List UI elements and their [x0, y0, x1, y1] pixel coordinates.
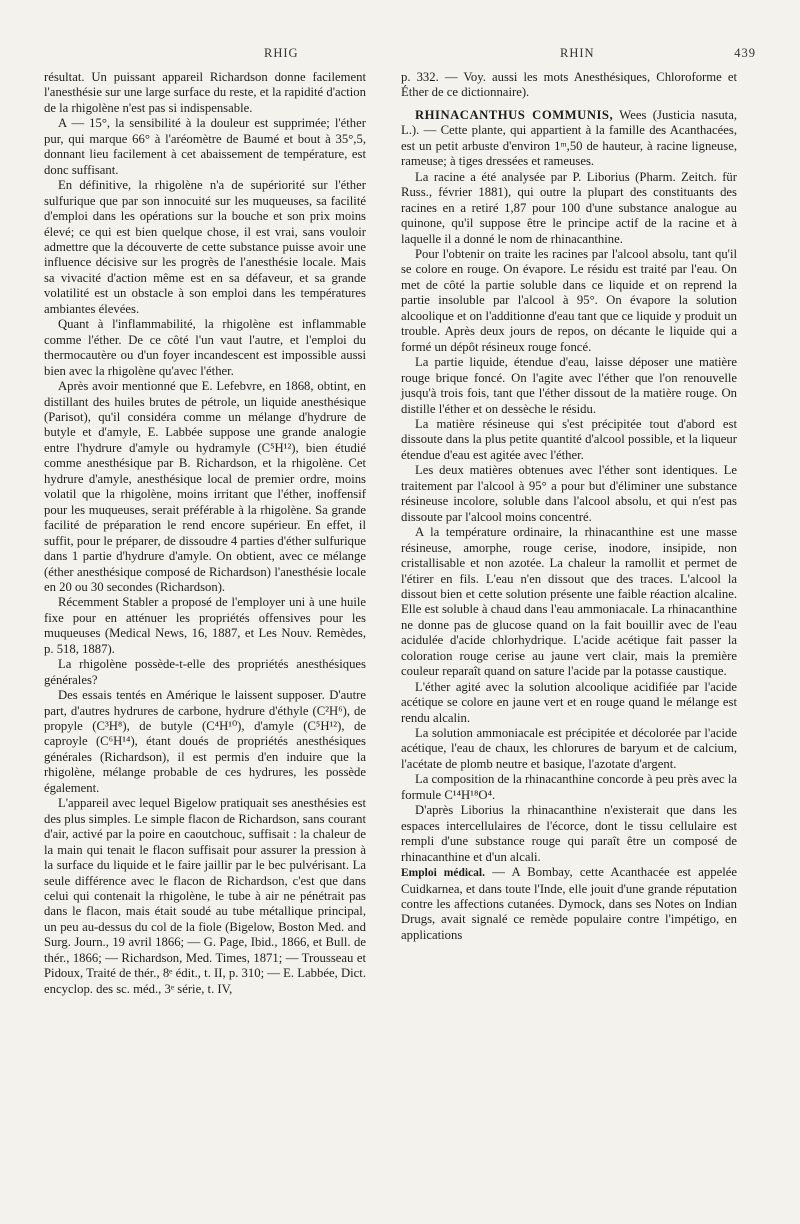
paragraph: La rhigolène possède-t-elle des propriétés anesthésiques générales?	[44, 657, 366, 687]
entry-definition: Wees (Justicia nasuta, L.). — Cette plante, qui appartient à la famille des Acanthacées, est un petit arbuste d'environ 1ᵐ,50 de hauteur, à racine ligneuse, rameuse; à tiges dressées et rameuses.	[401, 107, 737, 169]
emploi-text: — A Bombay, cette Acanthacée est appelée Cuidkarnea, et dans toute l'Inde, elle jouit d'une grande réputation contre les affections cutanées. Dymock, dans ses Notes on Indian Drugs, avait signalé ce remède populaire contre l'impétigo, en applications	[401, 865, 737, 942]
paragraph: La matière résineuse qui s'est précipitée tout d'abord est dissoute dans la plus petite quantité d'alcool possible, et la liqueur étendue d'eau est agitée avec l'éther.	[401, 416, 737, 462]
entry-paragraph	[401, 108, 737, 170]
paragraph: Quant à l'inflammabilité, la rhigolène est inflammable comme l'éther. De ce côté l'un vaut l'autre, et l'emploi du thermocautère ou d'un foyer incandescent est impossible aussi bien avec la rhigolène qu'avec l'éther.	[44, 317, 366, 378]
paragraph: Pour l'obtenir on traite les racines par l'alcool absolu, tant qu'il se colore en rouge. On évapore. Le résidu est traité par l'eau. On met de côté la partie soluble dans ce liquide et on reprend la partie insoluble par l'alcool à 95°. On évapore la solution alcoolique et on l'additionne d'eau tant que ce liquide y produit un trouble. Après deux jours de repos, on décante le liquide qui a formé un dépôt résineux rouge foncé.	[401, 246, 737, 354]
running-head-left: RHIG	[264, 46, 299, 60]
emploi-paragraph	[401, 865, 737, 943]
paragraph: Récemment Stabler a proposé de l'employer uni à une huile fixe pour en atténuer les propriétés offensives pour les muqueuses (Medical News, 16, 1887, et Les Nouv. Remèdes, p. 518, 1887).	[44, 595, 366, 656]
emploi-heading: Emploi médical.	[401, 867, 485, 880]
paragraph: Après avoir mentionné que E. Lefebvre, en 1868, obtint, en distillant des huiles brutes de pétrole, un liquide anesthésique (Parisot), qu'il considéra comme un mélange d'hydrure de butyle et d'amyle, E. Labbée suppose une grande analogie entre l'hydrure d'amyle ou hydramyle (C⁵H¹²), bien étudié comme anesthésique par B. Richardson, et la rhigolène. Cet hydrure d'amyle, anesthésique local de premier ordre, moins volatil que la rhigolène, moins irritant que l'éther, inoffensif pour les muqueuses, serait préférable à la rhigolène. Sa grande facilité de préparation le rend encore supérieur. En effet, il suffit, pour le préparer, de dissoudre 4 parties d'éther sulfurique dans 1 partie d'hydrure d'amyle. On obtient, avec ce mélange (éther anesthésique composé de Richardson) l'anesthésie locale en 20 ou 30 secondes (Richardson).	[44, 379, 366, 594]
page-number: 439	[734, 46, 756, 60]
paragraph: D'après Liborius la rhinacanthine n'existerait que dans les espaces intercellulaires de l'écorce, dont le tissu cellulaire est rempli d'une substance rouge qui paraît être un composé de rhinacanthine et d'un alcali.	[401, 803, 737, 864]
paragraph: Des essais tentés en Amérique le laissent supposer. D'autre part, d'autres hydrures de carbone, hydrure d'éthyle (C²H⁶), de propyle (C³H⁸), de butyle (C⁴H¹⁰), d'amyle (C⁵H¹²), de caproyle (C⁶H¹⁴), étant doués de propriétés anesthésiques générales (Richardson), il est permis d'en induire que la rhigolène, mélange probable de ces hydrures, les possède également.	[44, 688, 366, 795]
entry-headword: RHINACANTHUS COMMUNIS,	[415, 107, 614, 122]
paragraph: La racine a été analysée par P. Liborius (Pharm. Zeitch. für Russ., février 1881), qui outre la plupart des constituants des racines en a retiré 1,87 pour 100 d'une substance analogue au quinone, qu'il suppose être le principe actif de la racine et à laquelle il a donné le nom de rhinacanthine.	[401, 169, 737, 246]
right-column	[401, 70, 737, 943]
paragraph: résultat. Un puissant appareil Richardson donne facilement l'anesthésie sur une large surface du reste, et la rapidité d'action de la rhigolène n'est pas si indispensable.	[44, 70, 366, 115]
paragraph: L'appareil avec lequel Bigelow pratiquait ses anesthésies est des plus simples. Le simple flacon de Richardson, sans courant d'air, activé par la poire en caoutchouc, suffisait : la chaleur de la main qui tenait le flacon suffisait pour assurer la pression à la surface du liquide et le faire jaillir par le bec pulvérisant. La seule différence avec le flacon de Richardson, c'est que dans celui qui contenait la rhigolène, le tube à air ne pénétrait pas dans le flacon, mais était soudé au tube métallique principal, un peu au-dessus du col de la fiole (Bigelow, Boston Med. and Surg. Journ., 19 avril 1866; — G. Page, Ibid., 1866, et Bull. de thér., 1866; — Richardson, Med. Times, 1871; — Trousseau et Pidoux, Traité de thér., 8ᵉ édit., t. II, p. 310; — E. Labbée, Dict. encyclop. des sc. méd., 3ᵉ série, t. IV,	[44, 796, 366, 996]
paragraph: La solution ammoniacale est précipitée et décolorée par l'acide acétique, l'eau de chaux, les chlorures de baryum et de calcium, l'acétate de plomb neutre et basique, l'azotate d'argent.	[401, 726, 737, 771]
paragraph: La composition de la rhinacanthine concorde à peu près avec la formule C¹⁴H¹⁸O⁴.	[401, 772, 737, 802]
paragraph: A la température ordinaire, la rhinacanthine est une masse résineuse, amorphe, rouge cerise, inodore, insipide, non cristallisable et non azotée. La chaleur la ramollit et permet de l'étirer en fils. L'eau n'en dissout que des traces. L'alcool la dissout bien et cette solution présente une faible réaction alcaline. Elle est soluble à chaud dans l'eau ammoniacale. La rhinacanthine ne donne pas de glucose quand on la fait bouillir avec de l'eau acidulée d'acide chlorhydrique. L'acide acétique fait passer la coloration rouge cerise au jaune vert clair, mais la première couleur reparaît quand on sature l'acide par la potasse caustique.	[401, 525, 737, 679]
paragraph: La partie liquide, étendue d'eau, laisse déposer une matière rouge brique foncé. On l'agite avec l'éther que l'on renouvelle jusqu'à trois fois, tant que l'éther dissout de la matière rouge. On distille l'éther et on dessèche le résidu.	[401, 355, 737, 416]
paragraph: L'éther agité avec la solution alcoolique acidifiée par l'acide acétique se colore en jaune vert et en rouge quand le mélange est rendu alcalin.	[401, 679, 737, 725]
left-column	[44, 70, 366, 997]
running-head-right: RHIN	[560, 46, 595, 60]
paragraph: Les deux matières obtenues avec l'éther sont identiques. Le traitement par l'alcool à 95° a pour but d'éliminer une substance résineuse incolore, soluble dans l'alcool absolu, et qui n'est pas dissoute par l'alcool moins concentré.	[401, 463, 737, 524]
paragraph: A — 15°, la sensibilité à la douleur est supprimée; l'éther pur, qui marque 66° à l'aréomètre de Baumé et bout à 35°,5, donnant lieu facilement à cet abaissement de température, est donc suffisant.	[44, 116, 366, 177]
continuation-paragraph: p. 332. — Voy. aussi les mots Anesthésiques, Chloroforme et Éther de ce dictionnaire).	[401, 70, 737, 100]
paragraph: En définitive, la rhigolène n'a de supériorité sur l'éther sulfurique que par son innocuité sur les muqueuses, sa facilité d'emploi dans les opérations sur la bouche et son prix moins élevé; ce qui est bien quelque chose, il est vrai, sans vouloir admettre que la découverte de cette substance puisse avoir une influence décisive sur les progrès de l'anesthésie locale. Mais sa vivacité d'action même est en sa défaveur, et sa grande volatilité est un obstacle à son emploi dans les températures ambiantes élevées.	[44, 178, 366, 316]
